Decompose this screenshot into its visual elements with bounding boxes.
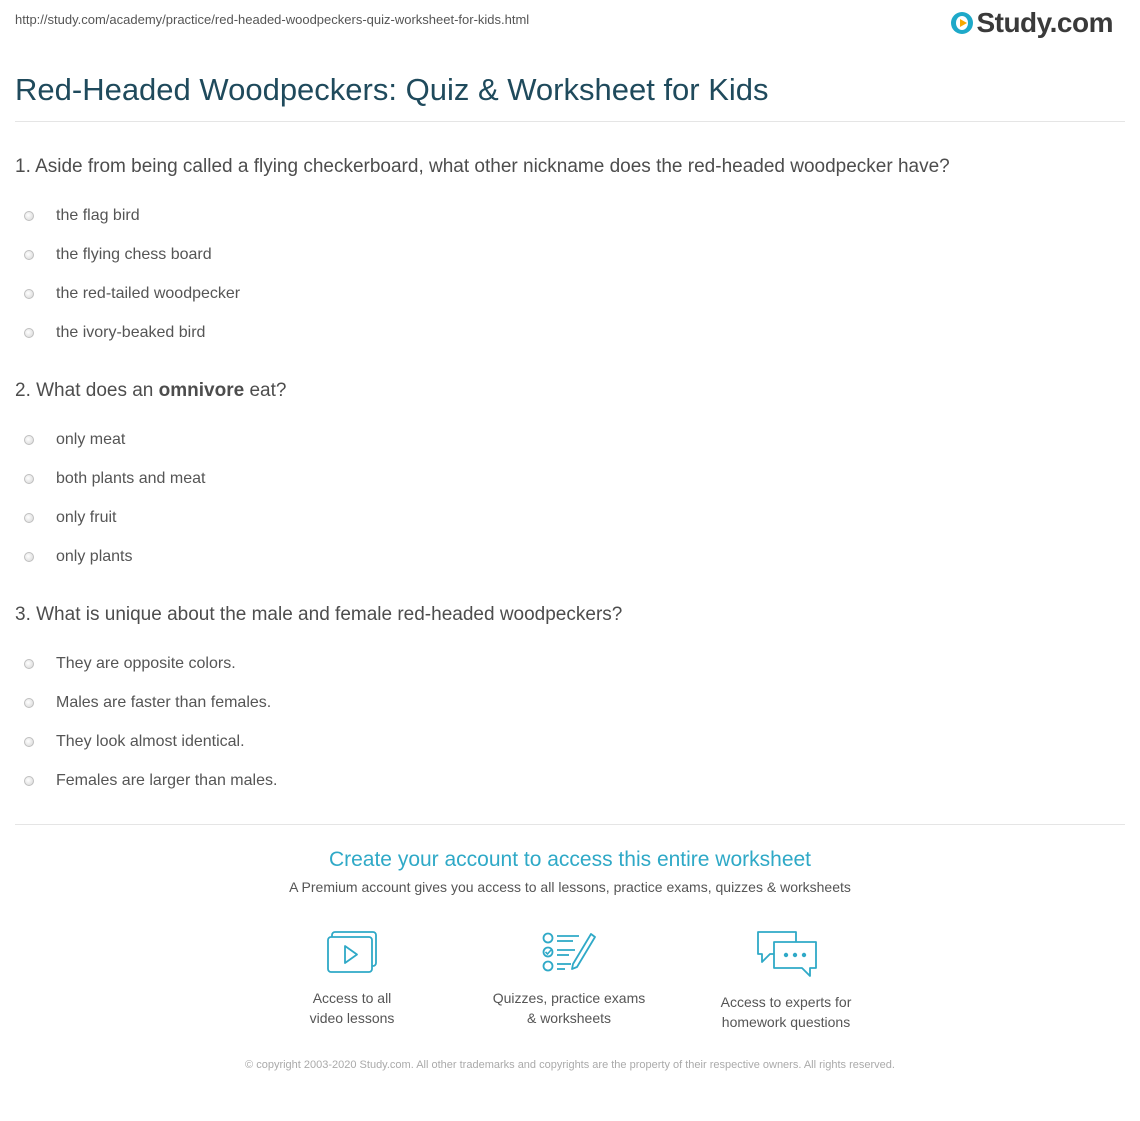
feature-label-line: & worksheets xyxy=(526,1010,612,1026)
feature-quizzes xyxy=(479,930,659,1028)
answer-list xyxy=(15,196,1125,353)
answer-label: both plants and meat xyxy=(56,470,206,487)
radio-button[interactable] xyxy=(24,328,34,338)
radio-button[interactable] xyxy=(24,250,34,260)
page-url: http://study.com/academy/practice/red-headed-woodpeckers-quiz-worksheet-for-kids.html xyxy=(15,12,530,27)
answer-label: only plants xyxy=(56,548,133,565)
question-text: 1. Aside from being called a flying checkerboard, what other nickname does the red-headed woodpecker have? xyxy=(15,156,950,177)
question-keyword: omnivore xyxy=(158,380,245,401)
answer-option[interactable] xyxy=(15,644,1125,684)
answer-option[interactable] xyxy=(15,683,1125,723)
question-text: 3. What is unique about the male and female red-headed woodpeckers? xyxy=(15,604,623,625)
radio-button[interactable] xyxy=(24,552,34,562)
feature-label-line: homework questions xyxy=(721,1014,851,1030)
feature-label xyxy=(262,988,442,1028)
signup-cta xyxy=(0,846,1140,896)
cta-subtitle: A Premium account gives you access to all lessons, practice exams, quizzes & worksheets xyxy=(289,879,851,895)
radio-button[interactable] xyxy=(24,211,34,221)
radio-button[interactable] xyxy=(24,776,34,786)
question-text-before: 2. What does an xyxy=(15,380,159,401)
answer-label: Females are larger than males. xyxy=(56,772,278,789)
answer-option[interactable] xyxy=(15,196,1125,236)
study-logo-icon xyxy=(951,12,973,34)
answer-label: Males are faster than females. xyxy=(56,694,272,711)
answer-option[interactable] xyxy=(15,313,1125,353)
answer-option[interactable] xyxy=(15,235,1125,275)
radio-button[interactable] xyxy=(24,698,34,708)
question-2 xyxy=(15,379,1125,577)
answer-option[interactable] xyxy=(15,420,1125,460)
radio-button[interactable] xyxy=(24,435,34,445)
feature-label-line: Access to all xyxy=(312,990,392,1006)
quiz-checklist-icon xyxy=(541,930,597,974)
answer-option[interactable] xyxy=(15,459,1125,499)
divider xyxy=(15,824,1125,825)
feature-video-lessons xyxy=(262,930,442,1028)
top-bar xyxy=(15,7,1125,42)
feature-label-line: Quizzes, practice exams xyxy=(492,990,646,1006)
divider xyxy=(15,121,1125,122)
answer-option[interactable] xyxy=(15,761,1125,801)
page-title: Red-Headed Woodpeckers: Quiz & Worksheet for Kids xyxy=(15,72,769,107)
radio-button[interactable] xyxy=(24,737,34,747)
radio-button[interactable] xyxy=(24,474,34,484)
feature-label-line: video lessons xyxy=(309,1010,395,1026)
feature-label xyxy=(479,988,659,1028)
answer-option[interactable] xyxy=(15,498,1125,538)
answer-label: the red-tailed woodpecker xyxy=(56,285,241,302)
answer-option[interactable] xyxy=(15,537,1125,577)
study-logo-text: Study.com xyxy=(976,7,1113,38)
question-3 xyxy=(15,603,1125,801)
cta-link[interactable]: Create your account to access this entire worksheet xyxy=(328,848,812,871)
answer-label: They are opposite colors. xyxy=(56,655,236,672)
feature-experts xyxy=(696,930,876,1032)
answer-label: the flag bird xyxy=(56,207,140,224)
feature-label xyxy=(696,992,876,1032)
answer-list xyxy=(15,644,1125,801)
answer-label: the flying chess board xyxy=(56,246,212,263)
answer-option[interactable] xyxy=(15,274,1125,314)
radio-button[interactable] xyxy=(24,513,34,523)
radio-button[interactable] xyxy=(24,289,34,299)
answer-label: They look almost identical. xyxy=(56,733,245,750)
question-text xyxy=(15,379,1125,403)
question-text-after: eat? xyxy=(244,380,287,401)
answer-list xyxy=(15,420,1125,577)
study-logo[interactable] xyxy=(951,8,1113,38)
chat-bubbles-icon xyxy=(754,930,818,978)
copyright-notice: © copyright 2003-2020 Study.com. All other trademarks and copyrights are the property of their respective owners. All rights reserved. xyxy=(245,1059,895,1071)
answer-option[interactable] xyxy=(15,722,1125,762)
answer-label: the ivory-beaked bird xyxy=(56,324,206,341)
question-1 xyxy=(15,155,1125,353)
answer-label: only meat xyxy=(56,431,126,448)
answer-label: only fruit xyxy=(56,509,117,526)
feature-label-line: Access to experts for xyxy=(720,994,852,1010)
radio-button[interactable] xyxy=(24,659,34,669)
video-lesson-icon xyxy=(326,930,378,974)
